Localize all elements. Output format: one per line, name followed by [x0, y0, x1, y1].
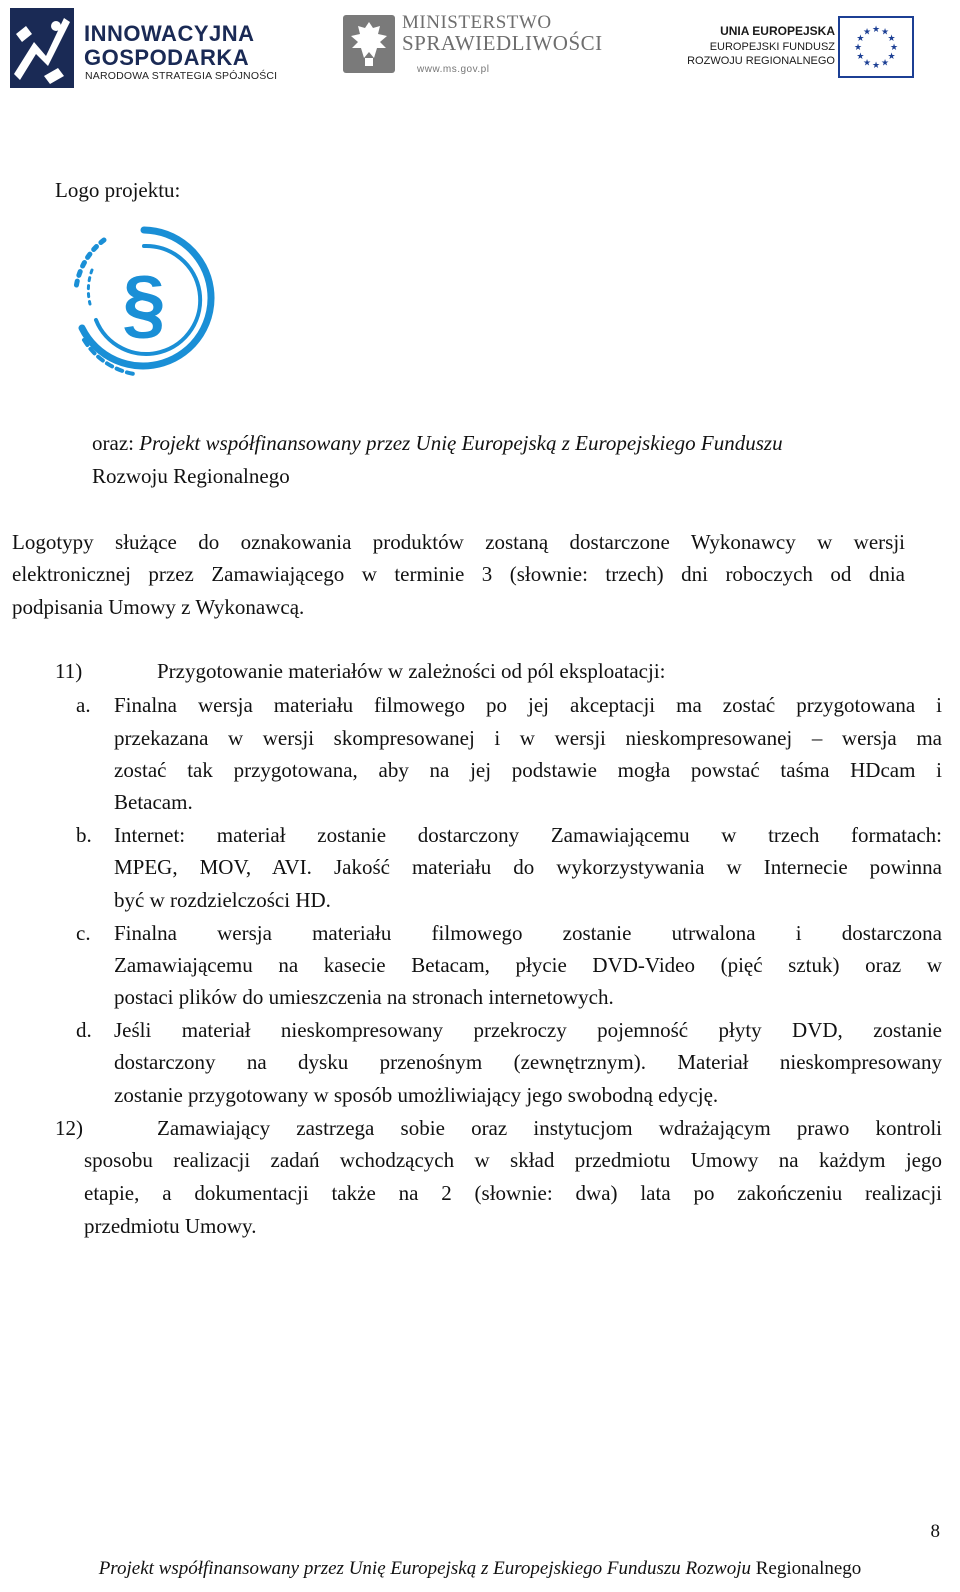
subitem-line: MPEG, MOV, AVI. Jakość materiału do wykorzystywania w Internecie powinna: [114, 855, 942, 879]
footer-text: [0, 1556, 960, 1582]
eu-star-icon: ★: [853, 43, 863, 53]
eu-star-icon: ★: [880, 27, 890, 38]
ue-line2: EUROPEJSKI FUNDUSZ: [709, 41, 835, 53]
eu-flag-icon: [838, 16, 914, 78]
oraz-line1: [92, 427, 783, 460]
paragraph-logo-icon: [64, 218, 224, 384]
item-line: etapie, a dokumentacji także na 2 (słownie: dwa) lata po zakończeniu realizacji: [84, 1181, 942, 1205]
ministerstwo-url: www.ms.gov.pl: [417, 64, 490, 75]
polish-eagle-icon: [342, 14, 396, 74]
subitem-label: a.: [76, 693, 91, 717]
eu-star-icon: ★: [889, 43, 899, 53]
item-heading: Przygotowanie materiałów w zależności od pól eksploatacji:: [157, 659, 666, 683]
para-line: Logotypy służące do oznakowania produktów zostaną dostarczone Wykonawcy w wersji: [12, 530, 905, 554]
oraz-prefix: oraz:: [92, 431, 140, 455]
subitem-line: Zamawiającemu na kasecie Betacam, płycie DVD-Video (pięć sztuk) oraz w: [114, 953, 942, 977]
eu-star-icon: ★: [887, 52, 896, 62]
eu-star-icon: ★: [871, 61, 881, 71]
footer-italic: Projekt współfinansowany przez Unię Europejską z Europejskiego Funduszu Rozwoju: [98, 1558, 751, 1579]
eu-star-icon: ★: [871, 25, 881, 35]
subitem-line: Finalna wersja materiału filmowego zostanie utrwalona i dostarczona: [114, 921, 942, 945]
eu-star-icon: ★: [856, 52, 865, 62]
logo-heading: Logo projektu:: [55, 178, 181, 202]
para-line: podpisania Umowy z Wykonawcą.: [12, 595, 305, 619]
subitem-line: zostanie przygotowany w sposób umożliwiający jego swobodną edycję.: [114, 1083, 719, 1107]
subitem-line: Finalna wersja materiału filmowego po jej akceptacji ma zostać przygotowana i: [114, 693, 942, 717]
innowacyjna-line3: NARODOWA STRATEGIA SPÓJNOŚCI: [85, 70, 278, 82]
subitem-line: Betacam.: [114, 790, 193, 814]
ue-line1: UNIA EUROPEJSKA: [720, 24, 835, 38]
subitem-label: d.: [76, 1018, 92, 1042]
item-line: sposobu realizacji zadań wchodzących w skład przedmiotu Umowy na każdym jego: [84, 1148, 942, 1172]
ministerstwo-line2: SPRAWIEDLIWOŚCI: [402, 31, 603, 55]
eu-star-icon: ★: [862, 27, 872, 38]
item-line: Zamawiający zastrzega sobie oraz instytucjom wdrażającym prawo kontroli: [157, 1116, 942, 1140]
ministerstwo-line1: MINISTERSTWO: [402, 12, 552, 33]
eu-star-icon: ★: [880, 58, 890, 69]
oraz-italic: Projekt współfinansowany przez Unię Europejską z Europejskiego Funduszu: [139, 431, 783, 455]
subitem-label: c.: [76, 921, 91, 945]
subitem-line: przekazana w wersji skompresowanej i w wersji nieskompresowanej – wersja ma: [114, 726, 942, 750]
innowacyjna-line2: GOSPODARKA: [84, 45, 250, 70]
oraz-line2: Rozwoju Regionalnego: [92, 464, 290, 488]
footer-upright: Regionalnego: [755, 1558, 862, 1579]
subitem-line: dostarczony na dysku przenośnym (zewnętrznym). Materiał nieskompresowany: [114, 1050, 942, 1074]
item-number: 11): [55, 659, 83, 683]
subitem-line: postaci plików do umieszczenia na stronach internetowych.: [114, 985, 614, 1009]
subitem-line: Jeśli materiał nieskompresowany przekroczy pojemność płyty DVD, zostanie: [114, 1018, 942, 1042]
eu-star-icon: ★: [862, 58, 872, 69]
innowacyjna-line1: INNOWACYJNA: [84, 21, 255, 46]
svg-text:§: §: [122, 259, 166, 347]
item-line: przedmiotu Umowy.: [84, 1214, 257, 1238]
subitem-label: b.: [76, 823, 92, 847]
innowacyjna-emblem-icon: [4, 4, 80, 92]
item-number: 12): [55, 1116, 83, 1140]
ue-line3: ROZWOJU REGIONALNEGO: [687, 55, 835, 67]
para-line: elektronicznej przez Zamawiającego w terminie 3 (słownie: trzech) dni roboczych od dnia: [12, 562, 905, 586]
eu-star-icon: ★: [856, 34, 865, 44]
subitem-line: Internet: materiał zostanie dostarczony Zamawiającemu w trzech formatach:: [114, 823, 942, 847]
page-number: 8: [930, 1521, 940, 1542]
subitem-line: być w rozdzielczości HD.: [114, 888, 331, 912]
eu-star-icon: ★: [887, 34, 896, 44]
subitem-line: zostać tak przygotowana, aby na jej podstawie mogła powstać taśma HDcam i: [114, 758, 942, 782]
